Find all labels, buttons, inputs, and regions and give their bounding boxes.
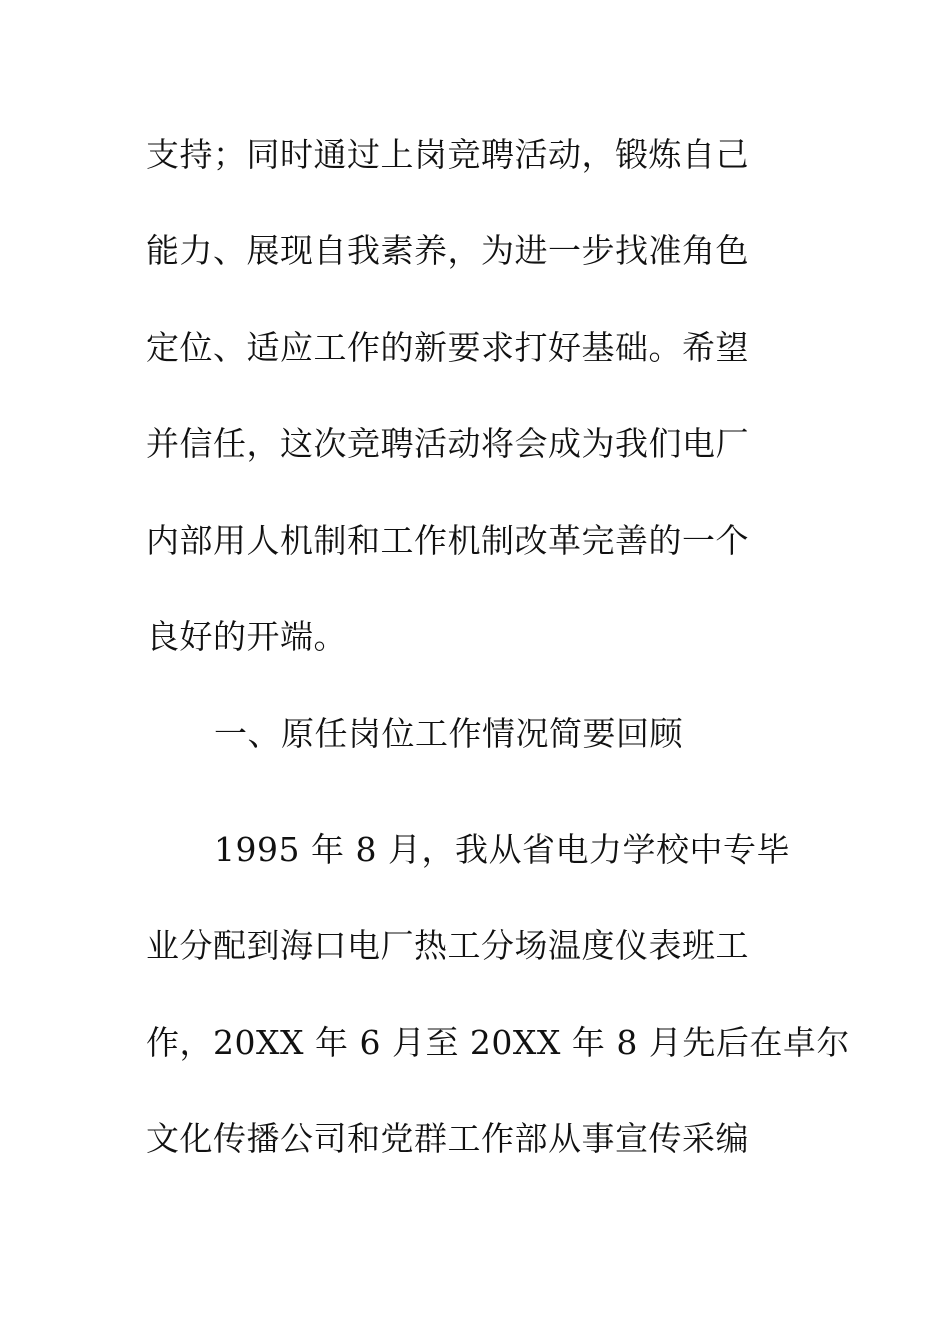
- paragraph-line-1: 支持；同时通过上岗竞聘活动，锻炼自己: [146, 135, 749, 174]
- paragraph-line-6: 良好的开端。: [146, 617, 347, 656]
- paragraph-line-5: 内部用人机制和工作机制改革完善的一个: [146, 521, 749, 560]
- paragraph-line-9: 作，20XX 年 6 月至 20XX 年 8 月先后在卓尔: [146, 1023, 850, 1062]
- paragraph-line-7: 1995 年 8 月，我从省电力学校中专毕: [214, 830, 790, 869]
- section-heading: 一、原任岗位工作情况简要回顾: [214, 714, 683, 753]
- paragraph-line-8: 业分配到海口电厂热工分场温度仪表班工: [146, 926, 749, 965]
- paragraph-line-2: 能力、展现自我素养，为进一步找准角色: [146, 231, 749, 270]
- paragraph-line-10: 文化传播公司和党群工作部从事宣传采编: [146, 1119, 749, 1158]
- paragraph-line-3: 定位、适应工作的新要求打好基础。希望: [146, 328, 749, 367]
- paragraph-line-4: 并信任，这次竞聘活动将会成为我们电厂: [146, 424, 749, 463]
